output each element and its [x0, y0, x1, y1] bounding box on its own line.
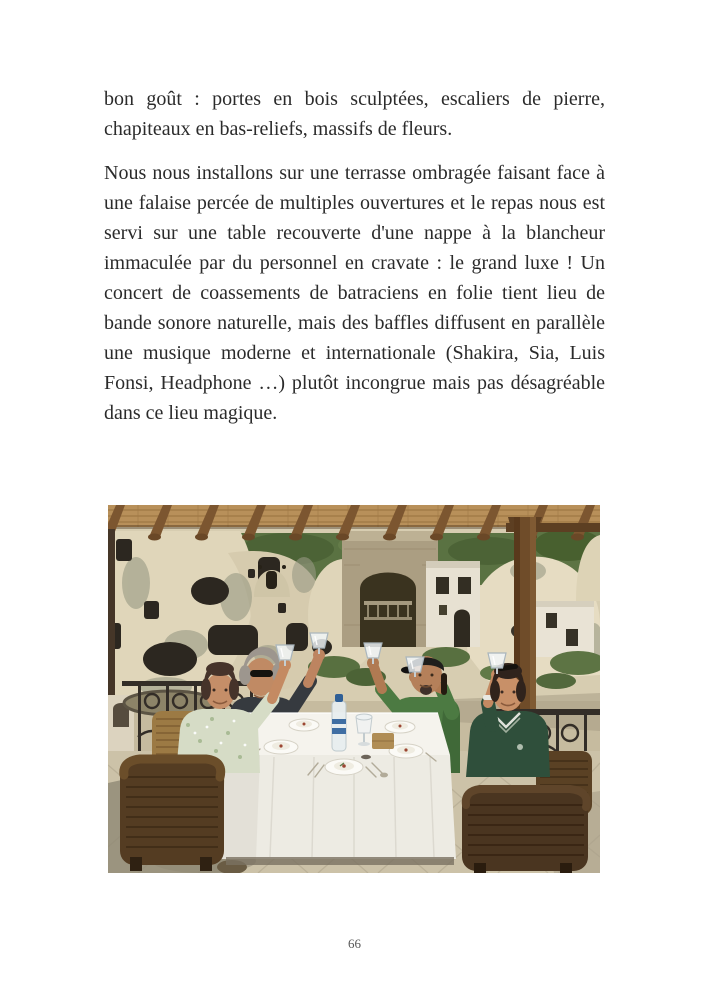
wicker-chair-right	[462, 789, 588, 873]
paragraph-1: bon goût : portes en bois sculptées, escaliers de pierre, chapiteaux en bas-reliefs, massifs de fleurs.	[104, 88, 605, 140]
page-number: 66	[348, 936, 361, 951]
stone-arch-building	[342, 531, 438, 647]
wicker-chair-left	[120, 759, 224, 871]
text-block	[104, 84, 605, 442]
white-building	[426, 561, 480, 647]
water-bottle	[332, 694, 346, 751]
photo-illustration	[108, 505, 600, 873]
paragraph-2: Nous nous installons sur une terrasse ombragée faisant face à une falaise percée de multiples ouvertures et le repas nous est servi sur une table recouverte d'une nappe à la blancheur immaculée par du personnel en cravate : le grand luxe ! Un concert de coassements de batraciens en folie tient lieu de bande sonore naturelle, mais des baffles diffusent en parallèle une musique moderne et internationale (Shakira, Sia, Luis Fonsi, Headphone …) plutôt incongrue mais pas désagréable dans ce lieu magique.	[104, 162, 605, 424]
terrace-lunch-photo	[108, 505, 600, 873]
